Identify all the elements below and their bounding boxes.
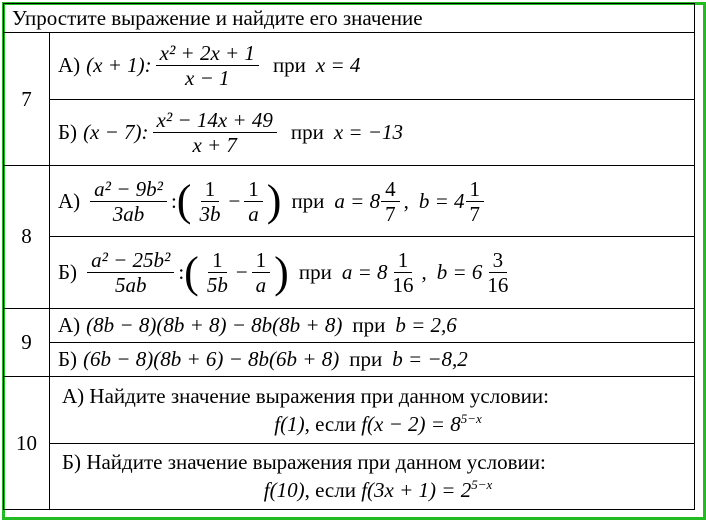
problem-10-a-row (4, 377, 695, 443)
problem-number: 7 (4, 33, 50, 166)
exponent: 5−x (471, 477, 493, 493)
denominator: 5ab (114, 273, 147, 298)
condition-word: при (349, 347, 383, 372)
numerator: x² + 2x + 1 (156, 41, 259, 66)
problem-7-b (50, 99, 695, 165)
fraction (203, 248, 232, 297)
denominator: x − 1 (185, 66, 230, 91)
problem-number: 10 (4, 377, 50, 510)
problem-number: 9 (4, 308, 50, 376)
fraction (195, 177, 224, 226)
condition: b = 2,6 (395, 312, 457, 337)
find-expression: f(1) (274, 411, 305, 436)
task-text: Найдите значение выражения при данном условии: (86, 449, 546, 474)
mixed-fraction (483, 248, 512, 297)
condition-word: при (298, 260, 332, 285)
numerator: a² − 25b² (87, 248, 174, 273)
problem-8-b-row (4, 237, 695, 308)
mixed-fraction (388, 248, 417, 297)
condition: x = 4 (315, 53, 361, 78)
part-label: Б) (62, 449, 82, 474)
problem-7-a-row (4, 33, 695, 99)
problem-10-b-row (4, 443, 695, 509)
expr-lead: (x − 7): (83, 119, 149, 144)
given-condition: f(3x + 1) = 2 (361, 478, 472, 503)
fraction (87, 248, 174, 297)
problem-9-a (50, 308, 695, 342)
fraction (252, 248, 271, 297)
numerator: 3 (489, 248, 508, 273)
numerator: 1 (201, 177, 220, 202)
task-text: Найдите значение выражения при данном условии: (89, 383, 549, 408)
problem-number: 8 (4, 165, 50, 308)
denominator: 16 (487, 273, 509, 298)
condition-word: при (291, 188, 325, 213)
if-word: , если (304, 411, 356, 436)
numerator: a² − 9b² (90, 177, 167, 202)
fraction (153, 108, 277, 157)
part-label: А) (58, 312, 81, 337)
numerator: x² − 14x + 49 (153, 108, 277, 133)
denominator: a (255, 273, 267, 298)
part-label: Б) (58, 347, 78, 372)
denominator: 7 (469, 201, 481, 226)
condition-a: a = 8 (341, 260, 388, 285)
fraction (90, 177, 167, 226)
part-label: А) (58, 53, 81, 78)
problem-8-a-row (4, 165, 695, 236)
title-row (4, 4, 695, 33)
problem-8-a: А) $\frac{\text{a² − 9b²}}{3ab}$ : ( $\frac{1}{3b}$ − $\frac{1}{a}$ ) при a = 8 $\frac{4}{7}$ , b = 4 $\frac{1}{7}$ (50, 165, 695, 236)
numerator: 4 (381, 177, 400, 202)
numerator: 1 (394, 248, 413, 273)
condition-a: a = 8 (334, 188, 381, 213)
find-expression: f(10) (263, 478, 305, 503)
denominator: 7 (385, 201, 396, 226)
mixed-fraction (466, 177, 485, 226)
numerator: 1 (208, 248, 227, 273)
problem-8-b: Б) $\frac{\text{a² − 25b²}}{5ab}$ : ( $\frac{1}{5b}$ − $\frac{1}{a}$ ) при a = 8 $\frac{1}{16}$ , b = 6 $\frac{3}{16}$ (50, 237, 695, 308)
part-label: А) (62, 383, 85, 408)
part-label: Б) (58, 260, 78, 285)
fraction (156, 41, 259, 90)
problem-9-a-row (4, 308, 695, 342)
problem-10-b (50, 443, 695, 509)
condition-word: при (272, 53, 306, 78)
part-label: Б) (58, 119, 78, 144)
part-label: А) (58, 188, 81, 213)
problem-7-b-row (4, 99, 695, 165)
denominator: 16 (392, 273, 414, 298)
problem-9-b (50, 342, 695, 376)
expr-lead: (x + 1): (86, 53, 152, 78)
denominator: 5b (206, 273, 228, 298)
numerator: 1 (244, 177, 263, 202)
condition-b: b = 4 (418, 188, 465, 213)
denominator: x + 7 (192, 132, 237, 157)
exponent: 5−x (460, 410, 482, 426)
condition: x = −13 (333, 119, 403, 144)
condition-word: при (352, 312, 386, 337)
condition-b: b = 6 (436, 260, 483, 285)
given-condition: f(x − 2) = 8 (361, 411, 461, 436)
denominator: 3ab (112, 201, 145, 226)
condition-word: при (290, 119, 324, 144)
problem-10-a (50, 377, 695, 443)
expression: (6b − 8)(8b + 6) − 8b(6b + 8) (83, 347, 340, 372)
numerator: 1 (466, 177, 485, 202)
task-title: Упростите выражение и найдите его значение (4, 4, 695, 33)
denominator: a (248, 201, 259, 226)
numerator: 1 (252, 248, 271, 273)
expression: (8b − 8)(8b + 8) − 8b(8b + 8) (86, 312, 343, 337)
problem-9-b-row (4, 342, 695, 376)
fraction (244, 177, 263, 226)
if-word: , если (304, 478, 356, 503)
condition: b = −8,2 (392, 347, 468, 372)
task-table (3, 3, 695, 510)
mixed-fraction (381, 177, 400, 226)
denominator: 3b (199, 201, 221, 226)
problem-7-a (50, 33, 695, 99)
